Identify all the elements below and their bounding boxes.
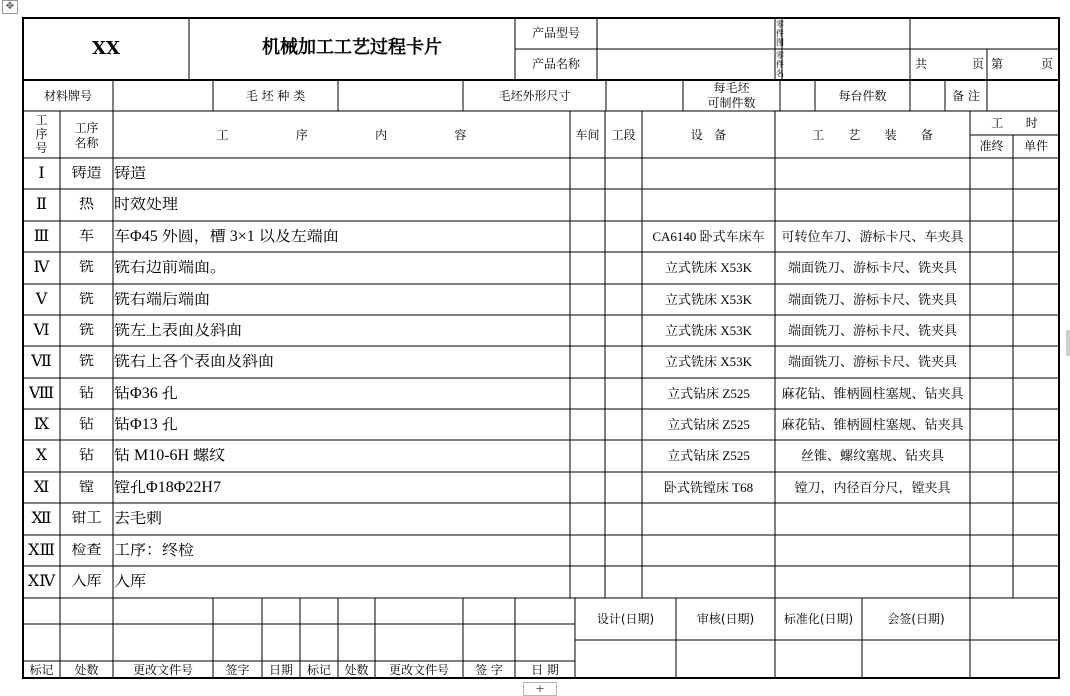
op-name: 铣	[78, 292, 94, 307]
op-name: 铸造	[71, 166, 102, 181]
op-name: 入库	[71, 574, 102, 589]
product-name-label: 产品名称	[531, 57, 580, 71]
card-title: 机械加工工艺过程卡片	[262, 37, 442, 58]
op-tooling: 麻花钻、锥柄圆柱塞规、钻夹具	[781, 418, 964, 431]
op-content: 工序：终检	[114, 543, 195, 559]
op-content: 铣右端后端面	[114, 292, 211, 308]
prep-final-header: 准终	[979, 139, 1004, 153]
sig-mark-1: 标记	[29, 663, 54, 677]
op-content: 镗孔Φ18Φ22H7	[114, 480, 221, 496]
hours-header: 工 时	[991, 116, 1038, 130]
per-piece-header: 单件	[1023, 139, 1048, 153]
op-number: Ⅶ	[31, 354, 52, 370]
op-number: Ⅹ	[35, 448, 48, 464]
op-name: 检查	[71, 543, 102, 558]
sig-docno-2: 更改文件号	[388, 663, 449, 677]
sig-count-2: 处数	[344, 663, 369, 677]
op-content: 钻Φ36 孔	[114, 386, 178, 402]
sig-sign-1: 签字	[225, 663, 250, 677]
per-blank-label-1: 每毛坯	[713, 81, 750, 95]
op-content: 铣右上各个表面及斜面	[114, 354, 275, 370]
review-label: 审核(日期)	[696, 612, 755, 626]
op-content: 去毛刺	[114, 511, 163, 527]
op-number: Ⅴ	[35, 292, 48, 308]
op-content: 时效处理	[114, 197, 179, 213]
op-equipment: 立式钻床 Z525	[667, 449, 750, 462]
blank-type-label: 毛 坯 种 类	[245, 89, 306, 103]
sig-date-2: 日 期	[531, 663, 559, 677]
op-equipment: 立式铣床 X53K	[664, 261, 753, 274]
op-number: Ⅱ	[36, 197, 47, 213]
op-equipment: CA6140 卧式车床车	[652, 230, 765, 243]
op-equipment: 立式铣床 X53K	[664, 293, 753, 306]
op-content: 铣右边前端面。	[114, 260, 227, 276]
countersign-label: 会签(日期)	[887, 612, 945, 626]
op-name: 车	[78, 229, 94, 244]
part-name-label: 零 件 名	[776, 51, 784, 78]
op-tooling: 丝锥、螺纹塞规、钻夹具	[800, 449, 944, 462]
remark-label: 备 注	[952, 89, 980, 103]
total-label: 共	[915, 57, 928, 71]
op-number: Ⅸ	[33, 417, 50, 433]
op-number: Ⅲ	[33, 229, 50, 245]
op-name: 钻	[78, 448, 94, 463]
sig-count-1: 处数	[74, 663, 99, 677]
op-name: 钳工	[71, 511, 102, 526]
content-header: 工 序 内 容	[216, 128, 467, 142]
workshop-header: 车间	[575, 128, 600, 142]
op-tooling: 端面铣刀、游标卡尺、铣夹具	[787, 261, 957, 274]
design-label: 设计(日期)	[596, 612, 655, 626]
op-name: 铣	[78, 260, 94, 275]
op-equipment: 立式钻床 Z525	[667, 387, 750, 400]
op-name: 铣	[78, 354, 94, 369]
op-equipment: 卧式铣镗床 T68	[663, 481, 754, 494]
op-tooling: 端面铣刀、游标卡尺、铣夹具	[787, 355, 957, 368]
op-content: 钻 M10-6H 螺纹	[114, 448, 226, 464]
seq-name-header: 工序 名称	[74, 121, 99, 150]
sig-date-1: 日期	[268, 663, 293, 677]
op-name: 镗	[78, 480, 94, 495]
op-tooling: 端面铣刀、游标卡尺、铣夹具	[787, 324, 957, 337]
op-number: Ⅳ	[33, 260, 50, 276]
product-model-label: 产品型号	[531, 26, 580, 40]
nth-label: 第	[991, 57, 1004, 71]
page-label-2: 页	[1041, 57, 1054, 71]
op-name: 热	[78, 197, 94, 212]
page-label: 页	[972, 57, 985, 71]
seq-no-header: 工 序 号	[35, 113, 48, 155]
op-name: 钻	[78, 417, 94, 432]
op-tooling: 镗刀，内径百分尺，镗夹具	[794, 481, 951, 494]
sig-mark-2: 标记	[306, 663, 331, 677]
op-number: Ⅷ	[28, 386, 55, 402]
company-name: XX	[92, 38, 120, 59]
op-tooling: 麻花钻、锥柄圆柱塞规、钻夹具	[781, 387, 964, 400]
op-number: Ⅻ	[31, 511, 52, 527]
per-unit-label: 每台件数	[838, 89, 887, 103]
op-content: 铸造	[114, 166, 147, 182]
op-name: 钻	[78, 386, 94, 401]
op-number: ⅩⅣ	[27, 574, 56, 590]
op-number: ⅩⅢ	[28, 543, 55, 559]
op-content: 车Φ45 外圆，槽 3×1 以及左端面	[114, 229, 339, 245]
op-number: Ⅰ	[38, 166, 45, 182]
op-equipment: 立式铣床 X53K	[664, 324, 753, 337]
sig-docno-1: 更改文件号	[132, 663, 193, 677]
section-header: 工段	[611, 128, 636, 142]
sig-sign-2: 签 字	[475, 663, 503, 677]
standard-label: 标准化(日期)	[783, 612, 854, 626]
op-number: Ⅵ	[33, 323, 50, 339]
per-blank-label-2: 可制件数	[707, 96, 756, 110]
op-tooling: 可转位车刀、游标卡尺、车夹具	[781, 230, 964, 243]
op-tooling: 端面铣刀、游标卡尺、铣夹具	[787, 293, 957, 306]
material-no-label: 材料牌号	[43, 89, 92, 103]
equipment-header: 设 备	[690, 128, 727, 142]
blank-size-label: 毛坯外形尺寸	[498, 89, 571, 103]
op-content: 钻Φ13 孔	[114, 417, 178, 433]
op-name: 铣	[78, 323, 94, 338]
op-equipment: 立式铣床 X53K	[664, 355, 753, 368]
op-number: Ⅺ	[33, 480, 50, 496]
op-equipment: 立式钻床 Z525	[667, 418, 750, 431]
table-move-handle[interactable]: ✥	[2, 0, 18, 14]
op-content: 入库	[114, 574, 147, 590]
tooling-header: 工 艺 装 备	[812, 128, 933, 142]
part-drawing-label: 零 件 图	[776, 20, 784, 47]
op-content: 铣左上表面及斜面	[114, 323, 243, 339]
add-row-button[interactable]: +	[523, 682, 557, 696]
